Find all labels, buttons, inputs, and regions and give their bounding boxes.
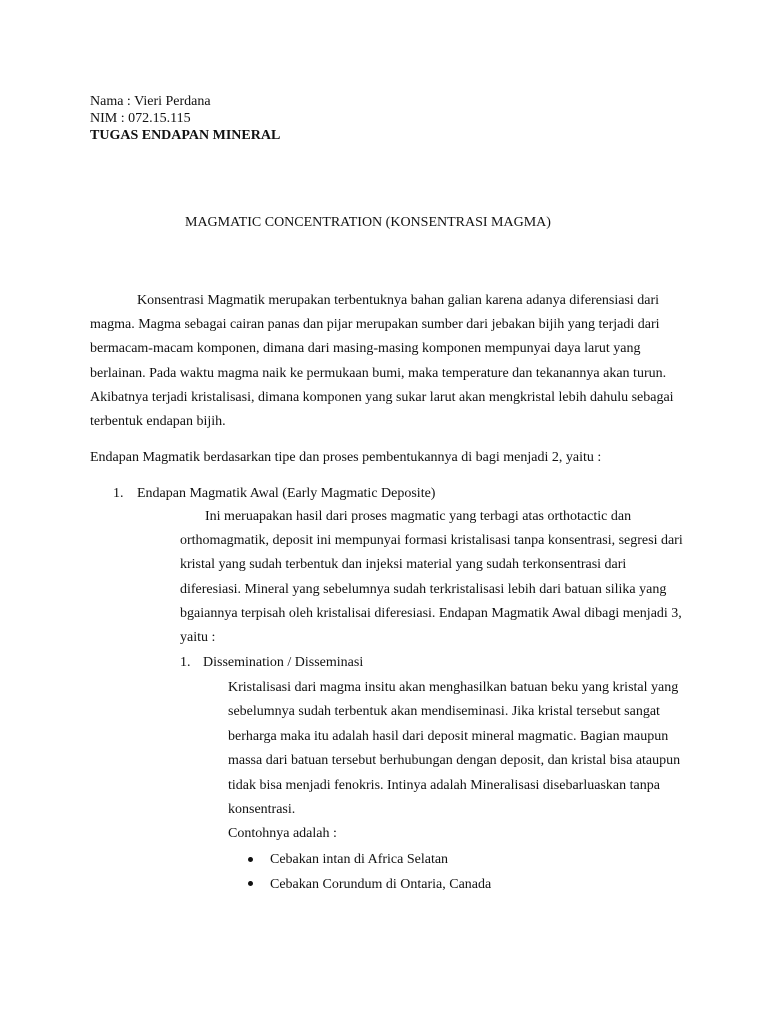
document-title: MAGMATIC CONCENTRATION (KONSENTRASI MAGMA)	[185, 215, 551, 230]
subsection-line: sebelumnya sudah terbentuk akan mendiseminasi. Jika kristal tersebut sangat	[228, 704, 660, 719]
classification-line: Endapan Magmatik berdasarkan tipe dan proses pembentukannya di bagi menjadi 2, yaitu :	[90, 450, 602, 465]
subsection-line: berharga maka itu adalah hasil dari deposit mineral magmatic. Bagian maupun	[228, 729, 669, 744]
intro-line: berlainan. Pada waktu magma naik ke permukaan bumi, maka temperature dan tekanannya akan turun.	[90, 366, 667, 381]
section1-line: orthomagmatik, deposit ini mempunyai formasi kristalisasi tanpa konsentrasi, segresi dari	[180, 533, 683, 548]
subsection-number: 1.	[180, 655, 191, 670]
section1-line: kristal yang sudah terbentuk dan injeksi material yang sudah terkonsentrasi dari	[180, 557, 627, 572]
subsection-line: Kristalisasi dari magma insitu akan menghasilkan batuan beku yang kristal yang	[228, 680, 679, 695]
intro-line: Akibatnya terjadi kristalisasi, dimana komponen yang sukar larut akan mengkristal lebih dahulu sebagai	[90, 390, 674, 405]
examples-label: Contohnya adalah :	[228, 826, 337, 841]
subsection-heading: Dissemination / Disseminasi	[203, 655, 364, 670]
section1-line: Ini meruapakan hasil dari proses magmatic yang terbagi atas orthotactic dan	[205, 509, 632, 524]
intro-line: magma. Magma sebagai cairan panas dan pijar merupakan sumber dari jebakan bijih yang terjadi dari	[90, 317, 660, 332]
assignment-title: TUGAS ENDAPAN MINERAL	[90, 128, 281, 143]
section1-line: yaitu :	[180, 630, 216, 645]
subsection-line: konsentrasi.	[228, 802, 296, 817]
subsection-line: massa dari batuan tersebut berhubungan dengan deposit, dan kristal bisa ataupun	[228, 753, 681, 768]
example-item: Cebakan intan di Africa Selatan	[270, 852, 449, 867]
intro-line: bermacam-macam komponen, dimana dari masing-masing komponen mempunyai daya larut yang	[90, 341, 641, 356]
intro-line: Konsentrasi Magmatik merupakan terbentuknya bahan galian karena adanya diferensiasi dari	[137, 293, 660, 308]
section1-number: 1.	[113, 486, 124, 501]
student-name: Nama : Vieri Perdana	[90, 94, 211, 109]
student-nim: NIM : 072.15.115	[90, 111, 191, 126]
example-item: Cebakan Corundum di Ontaria, Canada	[270, 877, 492, 892]
bullet-icon	[248, 881, 253, 886]
section1-line: diferesiasi. Mineral yang sebelumnya sudah terkristalisasi lebih dari batuan silika yang	[180, 582, 667, 597]
section1-line: bgaiannya terpisah oleh kristalisai diferesiasi. Endapan Magmatik Awal dibagi menjadi 3,	[180, 606, 682, 621]
section1-heading: Endapan Magmatik Awal (Early Magmatic Deposite)	[137, 486, 436, 501]
bullet-icon	[248, 857, 253, 862]
intro-line: terbentuk endapan bijih.	[90, 414, 226, 429]
subsection-line: tidak bisa menjadi fenokris. Intinya adalah Mineralisasi disebarluaskan tanpa	[228, 778, 660, 793]
